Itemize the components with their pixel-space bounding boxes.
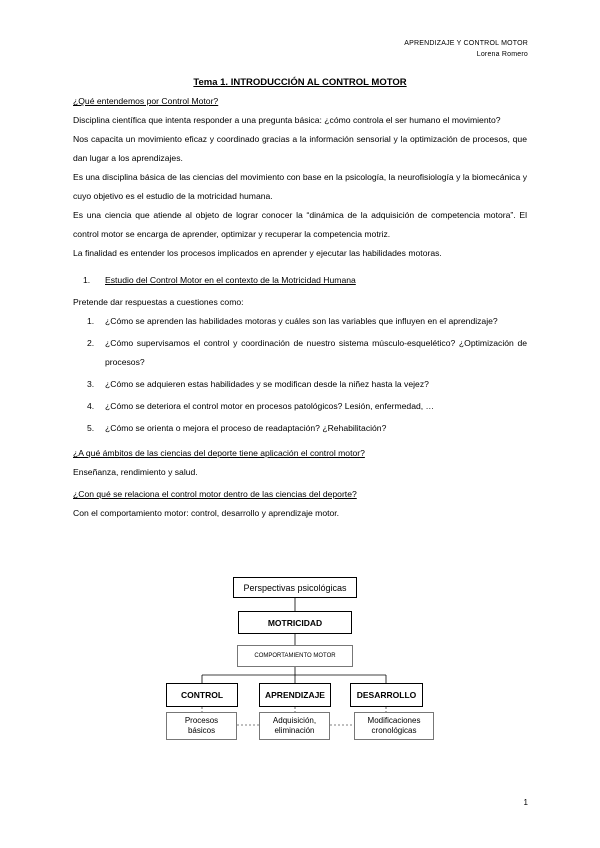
diagram-box-comportamiento: [237, 645, 353, 667]
relacion-question: ¿Con qué se relaciona el control motor dentro de las ciencias del deporte?: [73, 489, 357, 499]
diagram-detail-desarrollo-line2: cronológicas: [371, 726, 417, 735]
list-item-text: ¿Cómo se orienta o mejora el proceso de readaptación? ¿Rehabilitación?: [105, 423, 387, 433]
list-item: [73, 397, 527, 416]
intro-paragraph-4: Es una ciencia que atiende al objeto de lograr conocer la “dinámica de la adquisición de competencia motora”. El control motor se encarga de aprender, optimizar y recuperar la competencia motriz.: [73, 210, 527, 239]
list-item: [73, 334, 527, 372]
list-item: [73, 312, 527, 331]
ambitos-question: ¿A qué ámbitos de las ciencias del deporte tiene aplicación el control motor?: [73, 448, 365, 458]
diagram-box-desarrollo: [350, 683, 423, 707]
intro-paragraph-2: Nos capacita un movimiento eficaz y coordinado gracias a la información sensorial y la optimización de procesos, que dan lugar a los aprendizajes.: [73, 134, 527, 163]
diagram-box-motricidad: [238, 611, 352, 634]
list-item-number: 3.: [87, 379, 95, 389]
diagram-detail-desarrollo-line1: Modificaciones: [367, 716, 421, 725]
section-1-number: 1.: [83, 275, 91, 285]
section-1-heading: [73, 271, 527, 290]
intro-paragraph-3: Es una disciplina básica de las ciencias del movimiento con base en la psicología, la neurofisiología y la biomecánica y cuyo objetivo es el estudio de la motricidad humana.: [73, 172, 527, 201]
relacion-answer: Con el comportamiento motor: control, desarrollo y aprendizaje motor.: [73, 508, 340, 518]
diagram-detail-desarrollo: [354, 712, 434, 740]
list-item-number: 4.: [87, 401, 95, 411]
header-course: APRENDIZAJE Y CONTROL MOTOR: [404, 40, 528, 47]
ambitos-answer: Enseñanza, rendimiento y salud.: [73, 467, 198, 477]
intro-paragraph-5: La finalidad es entender los procesos implicados en aprender y ejecutar las habilidades motoras.: [73, 248, 442, 258]
diagram-detail-aprendizaje-line2: eliminación: [274, 726, 315, 735]
intro-question: ¿Qué entendemos por Control Motor?: [73, 96, 219, 106]
diagram-detail-aprendizaje: [259, 712, 330, 740]
section-1-title: Estudio del Control Motor en el contexto de la Motricidad Humana: [105, 275, 356, 285]
main-content: [73, 73, 527, 523]
diagram-box-desarrollo-label: DESARROLLO: [356, 690, 417, 700]
diagram-box-motricidad-label: MOTRICIDAD: [267, 617, 323, 628]
diagram-box-control-label: CONTROL: [180, 690, 224, 700]
questions-list: [73, 312, 527, 438]
list-item: [73, 375, 527, 394]
section-1-lead: Pretende dar respuestas a cuestiones como:: [73, 297, 244, 307]
diagram-detail-control-line1: Procesos: [184, 716, 219, 725]
diagram-box-perspectivas-label: Perspectivas psicológicas: [243, 582, 347, 593]
list-item-text: ¿Cómo se adquieren estas habilidades y se modifican desde la niñez hasta la vejez?: [105, 379, 429, 389]
running-header: [404, 38, 528, 60]
diagram-box-perspectivas: [233, 577, 357, 598]
list-item-number: 2.: [87, 338, 95, 348]
intro-paragraph-1: Disciplina científica que intenta responder a una pregunta básica: ¿cómo controla el ser humano el movimiento?: [73, 115, 501, 125]
diagram-box-comportamiento-label: COMPORTAMIENTO MOTOR: [254, 653, 336, 659]
document-title: Tema 1. INTRODUCCIÓN AL CONTROL MOTOR: [193, 77, 407, 88]
list-item-text: ¿Cómo supervisamos el control y coordinación de nuestro sistema músculo-esquelético? ¿Optimización de procesos?: [105, 338, 527, 367]
diagram-detail-control-line2: básicos: [187, 726, 216, 735]
header-author: Lorena Romero: [476, 51, 528, 58]
diagram-box-aprendizaje: [259, 683, 331, 707]
diagram-detail-aprendizaje-line1: Adquisición,: [272, 716, 317, 725]
page-number: 1: [523, 798, 528, 807]
list-item-number: 5.: [87, 423, 95, 433]
diagram-box-control: [166, 683, 238, 707]
diagram-box-aprendizaje-label: APRENDIZAJE: [265, 690, 325, 700]
list-item: [73, 419, 527, 438]
list-item-text: ¿Cómo se deteriora el control motor en procesos patológicos? Lesión, enfermedad, …: [105, 401, 435, 411]
diagram-detail-control: [166, 712, 237, 740]
list-item-text: ¿Cómo se aprenden las habilidades motoras y cuáles son las variables que influyen en el aprendizaje?: [105, 316, 498, 326]
list-item-number: 1.: [87, 316, 95, 326]
